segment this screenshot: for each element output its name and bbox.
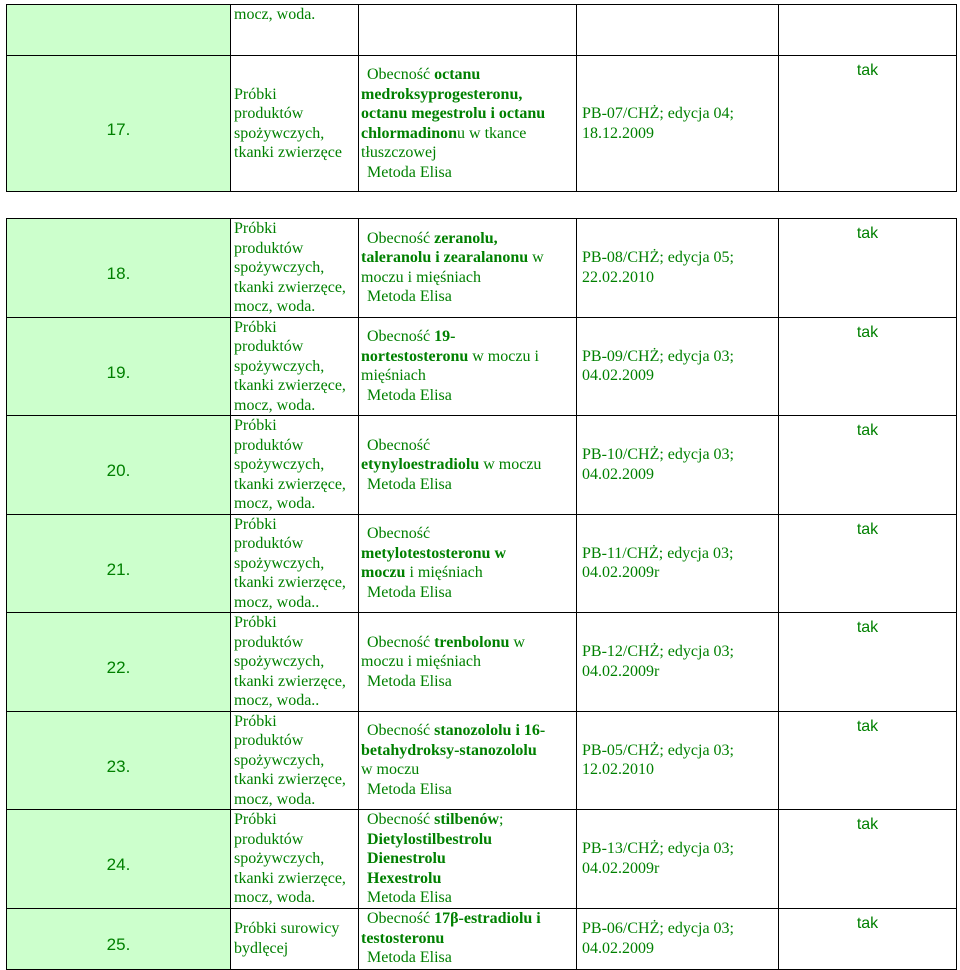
description-text: moczu i mięśniach — [361, 268, 481, 286]
description-text: w moczu — [479, 456, 542, 473]
sample-line: mocz, woda.. — [234, 593, 320, 611]
sample-cell — [231, 416, 359, 515]
description-text: Obecność — [367, 66, 435, 83]
sample-line: mocz, woda. — [234, 790, 316, 808]
analyte-name: moczu — [361, 564, 406, 582]
sample-line: produktów — [234, 633, 304, 651]
method-text: Metoda Elisa — [367, 949, 452, 967]
accreditation-cell — [779, 908, 957, 969]
lp-cell — [7, 416, 231, 515]
norm-text: PB-10/CHŻ; edycja 03; — [582, 446, 734, 464]
lp-number: 24. — [106, 855, 131, 874]
description-text: w — [528, 249, 544, 267]
description-cell — [359, 219, 577, 318]
accreditation-cell — [779, 219, 957, 318]
sample-line: spożywczych, — [234, 259, 325, 276]
sample-cell — [231, 711, 359, 810]
norm-text: PB-05/CHŻ; edycja 03; — [582, 741, 734, 759]
sample-line: tkanki zwierzęce, — [234, 475, 346, 493]
description-text: u w tkance — [457, 124, 527, 142]
sample-line: Próbki — [234, 614, 277, 631]
analyte-name: medroksyprogesteronu, — [361, 85, 523, 103]
description-cell — [359, 908, 577, 969]
sample-line: mocz, woda. — [234, 495, 316, 512]
lp-number: 19. — [106, 362, 131, 382]
analyte-name: Hexestrolu — [367, 869, 442, 887]
sample-line: produktów — [234, 436, 304, 454]
page-break-gap — [7, 192, 957, 219]
table-row — [7, 416, 957, 515]
sample-line: Próbki — [234, 712, 277, 730]
norm-cell — [577, 416, 779, 515]
analyte-name: octanu — [434, 66, 481, 83]
sample-line: spożywczych, — [234, 124, 325, 142]
norm-cell — [577, 56, 779, 192]
sample-line: Próbki — [234, 515, 277, 533]
sample-line: produktów — [234, 338, 304, 355]
norm-cell — [577, 711, 779, 810]
accreditation-value: tak — [856, 62, 879, 79]
sample-line: Próbki — [234, 318, 277, 336]
table-row — [7, 908, 957, 969]
description-text: moczu i mięśniach — [361, 653, 481, 670]
method-text: Metoda Elisa — [367, 163, 452, 181]
sample-line: mocz, woda. — [234, 298, 316, 315]
sample-cell — [231, 317, 359, 416]
table-row — [7, 810, 957, 909]
lp-cell — [7, 810, 231, 909]
accreditation-value: tak — [856, 914, 879, 932]
sample-line: produktów — [234, 105, 304, 122]
analyte-name: 17β-estradiolu i — [434, 910, 541, 928]
analyte-name: betahydroksy-stanozololu — [361, 741, 537, 759]
sample-line: spożywczych, — [234, 850, 325, 867]
description-text: Obecność — [367, 525, 431, 543]
accreditation-cell — [779, 514, 957, 613]
accreditation-value: tak — [856, 422, 879, 439]
sample-line: Próbki surowicy — [234, 920, 340, 937]
norm-cell — [577, 613, 779, 712]
description-text: w moczu — [361, 761, 420, 779]
sample-line: tkanki zwierzęce, — [234, 278, 346, 296]
norm-text: PB-09/CHŻ; edycja 03; — [582, 347, 734, 365]
analyte-name: Dietylostilbestrolu — [367, 830, 493, 848]
analyte-name: zeranolu, — [434, 229, 498, 247]
description-cell — [359, 5, 577, 56]
accreditation-value: tak — [856, 323, 879, 341]
norm-date: 04.02.2009 — [582, 939, 654, 957]
method-text: Metoda Elisa — [367, 672, 452, 690]
sample-line: tkanki zwierzęce, — [234, 377, 346, 394]
description-cell — [359, 514, 577, 613]
analyte-name: stilbenów — [434, 811, 499, 828]
description-cell — [359, 56, 577, 192]
sample-line: produktów — [234, 732, 304, 749]
accreditation-value: tak — [856, 619, 879, 636]
lp-cell — [7, 56, 231, 192]
norm-text: PB-07/CHŻ; edycja 04; — [582, 105, 734, 122]
description-cell — [359, 810, 577, 909]
table-row — [7, 219, 957, 318]
lp-cell — [7, 613, 231, 712]
description-text: mięśniach — [361, 367, 426, 385]
sample-line: tkanki zwierzęce, — [234, 869, 346, 887]
sample-line: produktów — [234, 830, 304, 848]
norm-date: 04.02.2009r — [582, 662, 660, 680]
norm-cell — [577, 514, 779, 613]
sample-text: mocz, woda. — [234, 6, 316, 23]
description-text: Obecność — [367, 633, 435, 651]
table-row — [7, 317, 957, 416]
sample-line: spożywczych, — [234, 357, 325, 375]
norm-cell — [577, 908, 779, 969]
norm-date: 04.02.2009r — [582, 859, 660, 877]
description-text: tłuszczowej — [361, 144, 437, 161]
sample-line: spożywczych, — [234, 456, 325, 473]
accreditation-cell — [779, 317, 957, 416]
description-text: Obecność — [367, 436, 431, 454]
norm-date: 04.02.2009r — [582, 564, 660, 582]
research-scope-table — [6, 4, 957, 970]
sample-line: tkanki zwierzęce, — [234, 574, 346, 591]
table-row — [7, 56, 957, 192]
accreditation-value: tak — [856, 717, 879, 735]
norm-text: PB-12/CHŻ; edycja 03; — [582, 643, 734, 661]
description-text: Obecność — [367, 328, 435, 346]
analyte-name: nortestosteronu — [361, 347, 469, 365]
norm-text: PB-13/CHŻ; edycja 03; — [582, 840, 734, 858]
norm-date: 18.12.2009 — [582, 124, 654, 142]
table-row-continued — [7, 5, 957, 56]
lp-number: 17. — [106, 119, 131, 139]
lp-number: 25. — [106, 934, 131, 954]
description-text: w — [509, 633, 525, 651]
description-text: Obecność — [367, 811, 435, 828]
sample-line: tkanki zwierzęce, — [234, 672, 346, 690]
description-cell — [359, 416, 577, 515]
method-text: Metoda Elisa — [367, 583, 452, 601]
lp-number: 20. — [106, 461, 131, 480]
lp-number: 22. — [106, 658, 131, 677]
accreditation-cell — [779, 711, 957, 810]
analyte-name: testosteronu — [361, 929, 445, 947]
sample-cell — [231, 613, 359, 712]
sample-line: spożywczych, — [234, 653, 325, 670]
lp-number: 23. — [106, 756, 131, 776]
description-cell — [359, 711, 577, 810]
sample-cell — [231, 514, 359, 613]
sample-line: mocz, woda. — [234, 889, 316, 906]
method-text: Metoda Elisa — [367, 386, 452, 404]
analyte-name: chlormadinon — [361, 124, 458, 142]
description-cell — [359, 613, 577, 712]
norm-text: PB-11/CHŻ; edycja 03; — [582, 544, 734, 562]
analyte-name: stanozololu i 16- — [434, 722, 546, 740]
accreditation-cell — [779, 613, 957, 712]
lp-cell — [7, 908, 231, 969]
sample-cell — [231, 5, 359, 56]
accreditation-value: tak — [856, 225, 879, 242]
sample-cell — [231, 219, 359, 318]
norm-date: 04.02.2009 — [582, 465, 654, 483]
norm-cell — [577, 810, 779, 909]
accreditation-cell — [779, 416, 957, 515]
analyte-name: 19- — [434, 328, 456, 346]
lp-number: 21. — [106, 559, 131, 579]
norm-cell — [577, 5, 779, 56]
sample-cell — [231, 810, 359, 909]
sample-line: bydlęcej — [234, 939, 289, 957]
norm-text: PB-08/CHŻ; edycja 05; — [582, 249, 734, 267]
sample-line: Próbki — [234, 220, 277, 237]
sample-line: Próbki — [234, 85, 277, 103]
description-text: Obecność — [367, 229, 435, 247]
norm-cell — [577, 317, 779, 416]
description-text: w moczu i — [468, 347, 539, 365]
norm-date: 22.02.2010 — [582, 268, 654, 286]
sample-line: produktów — [234, 535, 304, 552]
sample-line: spożywczych, — [234, 751, 325, 769]
accreditation-value: tak — [856, 816, 879, 833]
lp-cell — [7, 514, 231, 613]
method-text: Metoda Elisa — [367, 475, 452, 493]
sample-line: produktów — [234, 239, 304, 257]
accreditation-cell — [779, 810, 957, 909]
lp-cell — [7, 317, 231, 416]
sample-line: Próbki — [234, 811, 277, 828]
table-row — [7, 711, 957, 810]
table-row — [7, 613, 957, 712]
description-text: i mięśniach — [405, 564, 483, 582]
sample-line: mocz, woda.. — [234, 692, 320, 709]
sample-cell — [231, 908, 359, 969]
analyte-name: etynyloestradiolu — [361, 456, 480, 473]
method-text: Metoda Elisa — [367, 288, 452, 306]
analyte-name: Dienestrolu — [367, 850, 446, 867]
norm-cell — [577, 219, 779, 318]
norm-date: 04.02.2009 — [582, 367, 654, 385]
method-text: Metoda Elisa — [367, 889, 452, 906]
description-cell — [359, 317, 577, 416]
description-text: Obecność — [367, 910, 435, 928]
lp-number: 18. — [106, 264, 131, 283]
analyte-name: taleranolu i zearalanonu — [361, 249, 529, 267]
description-text: Obecność — [367, 722, 435, 740]
method-text: Metoda Elisa — [367, 780, 452, 798]
analyte-name: metylotestosteronu w — [361, 544, 507, 562]
lp-cell — [7, 219, 231, 318]
sample-line: tkanki zwierzęce, — [234, 771, 346, 788]
analyte-name: trenbolonu — [434, 633, 510, 651]
norm-date: 12.02.2010 — [582, 761, 654, 779]
table-row — [7, 514, 957, 613]
sample-line: mocz, woda. — [234, 396, 316, 414]
norm-text: PB-06/CHŻ; edycja 03; — [582, 920, 734, 937]
description-text: ; — [499, 811, 504, 828]
sample-line: Próbki — [234, 417, 277, 434]
accreditation-value: tak — [856, 520, 879, 538]
sample-cell — [231, 56, 359, 192]
analyte-name: octanu megestrolu i octanu — [361, 105, 546, 122]
lp-cell — [7, 711, 231, 810]
accreditation-cell — [779, 56, 957, 192]
accreditation-cell — [779, 5, 957, 56]
sample-line: tkanki zwierzęce — [234, 144, 342, 161]
sample-line: spożywczych, — [234, 554, 325, 572]
lp-cell — [7, 5, 231, 56]
